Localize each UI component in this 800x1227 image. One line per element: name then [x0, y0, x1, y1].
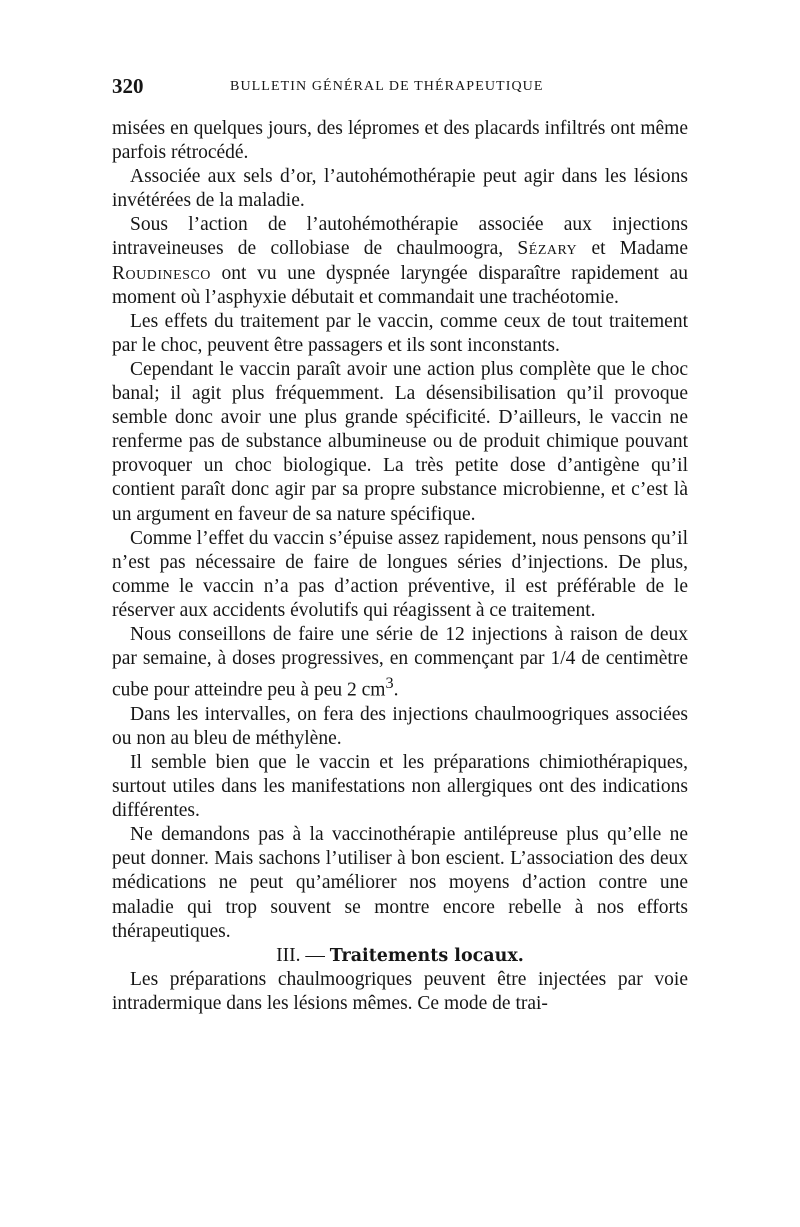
section-title: Traitements locaux. [329, 945, 524, 966]
paragraph-text: Nous conseillons de faire une série de 12 injections à raison de deux par semaine, à doses progressives, en commençant par 1/4 de centimètre cube pour atteindre peu à peu 2 cm [112, 623, 688, 701]
paragraph: misées en quelques jours, des lépromes et des placards infiltrés ont même parfois rétrocédé. [112, 118, 688, 164]
paragraph: Comme l’effet du vaccin s’épuise assez rapidement, nous pensons qu’il n’est pas nécessaire de faire de longues séries d’injections. De plus, comme le vaccin n’a pas d’action préventive, il est préférable de le réserver aux accidents évolutifs qui réagissent à ce traitement. [112, 527, 688, 621]
page-header [112, 74, 688, 102]
author-name: Sézary [517, 238, 578, 260]
paragraph-text: Sous l’action de l’autohémothérapie associée aux injections intraveineuses de collobiase de chaulmoogra, [112, 214, 688, 260]
paragraph: Il semble bien que le vaccin et les préparations chimiothérapiques, surtout utiles dans les manifestations non allergiques ont des indications différentes. [112, 751, 688, 822]
paragraph: Ne demandons pas à la vaccinothérapie antilépreuse plus qu’elle ne peut donner. Mais sachons l’utiliser à bon escient. L’association des deux médications ne peut qu’améliorer nos moyens d’action contre une maladie qui trop souvent se montre encore rebelle à nos efforts thérapeutiques. [112, 824, 688, 942]
paragraph [112, 213, 688, 309]
superscript: 3 [385, 674, 394, 693]
paragraph-text: . [393, 679, 399, 701]
page-number: 320 [112, 74, 144, 98]
paragraph-text: ont vu une dyspnée laryngée disparaître rapidement au moment où l’asphyxie débutait et commandait une trachéotomie. [112, 262, 688, 308]
paragraph [112, 623, 688, 703]
paragraph: Les effets du traitement par le vaccin, comme ceux de tout traitement par le choc, peuvent être passagers et ils sont inconstants. [112, 310, 688, 356]
running-title: BULLETIN GÉNÉRAL DE THÉRAPEUTIQUE [230, 79, 544, 94]
section-heading [112, 944, 688, 968]
author-name: Roudinesco [112, 262, 211, 284]
paragraph: Cependant le vaccin paraît avoir une action plus complète que le choc banal; il agit plus fréquemment. La désensibilisation qu’il provoque semble donc avoir une plus grande spécificité. D’ailleurs, le vaccin ne renferme pas de substance albumineuse ou de produit chimique pouvant provoquer un choc biologique. La très petite dose d’antigène qu’il contient paraît donc agir par sa propre substance microbienne, et c’est là un argument en faveur de sa nature spécifique. [112, 358, 688, 525]
paragraph-text: et Madame [577, 238, 688, 260]
paragraph: Les préparations chaulmoogriques peuvent être injectées par voie intradermique dans les lésions mêmes. Ce mode de trai- [112, 968, 688, 1014]
body-text [112, 117, 688, 1016]
paragraph: Associée aux sels d’or, l’autohémothérapie peut agir dans les lésions invétérées de la maladie. [112, 166, 688, 212]
paragraph: Dans les intervalles, on fera des injections chaulmoogriques associées ou non au bleu de méthylène. [112, 703, 688, 749]
section-numeral: III. — [276, 944, 330, 966]
